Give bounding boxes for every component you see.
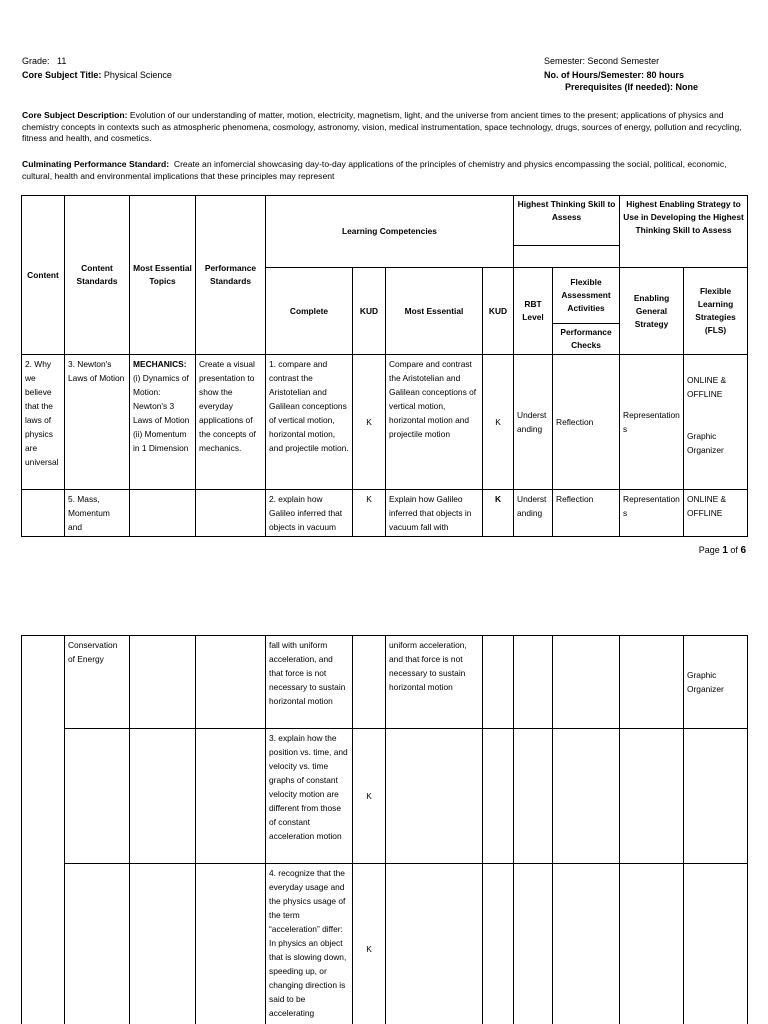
cell-most-essential: Explain how Galileo inferred that objects in vacuum fall with (386, 490, 483, 537)
header-content: Content (22, 196, 65, 355)
header-complete: Complete (266, 268, 353, 355)
cell-topics (130, 636, 196, 729)
cell-most-essential: uniform acceleration, and that force is not necessary to sustain horizontal motion (386, 636, 483, 729)
cell-fls (684, 864, 748, 1024)
header-most-essential-topics: Most Essential Topics (130, 196, 196, 355)
cell-fls: ONLINE & OFFLINE (684, 490, 748, 537)
cell-assessment (553, 864, 620, 1024)
cell-topics (130, 729, 196, 864)
subject-value: Physical Science (103, 70, 172, 80)
hours-value: 80 hours (646, 70, 685, 80)
table-row (22, 355, 748, 490)
culminating-performance-standard (22, 159, 748, 182)
cell-kud-2 (483, 864, 514, 1024)
page-gap (0, 600, 768, 635)
cell-kud-1: K (353, 864, 386, 1024)
header-rbt-level: RBT Level (514, 268, 553, 355)
cell-kud-1: K (353, 490, 386, 537)
cell-content (22, 636, 65, 1024)
cell-performance-standard (196, 490, 266, 537)
cell-topics (130, 864, 196, 1024)
cell-enabling: Representations (620, 490, 684, 537)
cell-fls (684, 729, 748, 864)
semester-value: Second Semester (587, 56, 660, 66)
cell-assessment: Reflection (553, 490, 620, 537)
cell-rbt (514, 864, 553, 1024)
cell-enabling: Representations (620, 355, 684, 490)
cell-enabling (620, 864, 684, 1024)
header-highest-enabling-strategy: Highest Enabling Strategy to Use in Developing the Highest Thinking Skill to Assess (620, 196, 748, 268)
header-content-standards: Content Standards (65, 196, 130, 355)
fls-graphic-organizer: Graphic Organizer (687, 431, 724, 455)
cell-complete: fall with uniform acceleration, and that force is not necessary to sustain horizontal motion (266, 636, 353, 729)
grade-value: 11 (57, 56, 67, 66)
header-kud-1: KUD (353, 268, 386, 355)
cell-complete: 4. recognize that the everyday usage and the physics usage of the term “acceleration” differ: In physics an object that is slowing down, speeding up, or changing direction is said to be accelerating (266, 864, 353, 1024)
cell-assessment (553, 729, 620, 864)
cell-performance-standard (196, 636, 266, 729)
cell-content-standard (65, 729, 130, 864)
cell-complete: 2. explain how Galileo inferred that objects in vacuum (266, 490, 353, 537)
cell-content-standard: Conservation of Energy (65, 636, 130, 729)
cell-kud-1: K (353, 355, 386, 490)
cell-fls: Graphic Organizer (684, 636, 748, 729)
subject-label: Core Subject Title: (22, 70, 102, 80)
prereq-value: None (675, 82, 699, 92)
cell-kud-1 (353, 636, 386, 729)
prereq-line (565, 81, 698, 93)
cell-rbt (514, 636, 553, 729)
cell-kud-1: K (353, 729, 386, 864)
topic-text: (i) Dynamics of Motion: Newton's 3 Laws of Motion (ii) Momentum in 1 Dimension (133, 373, 190, 453)
cell-fls (684, 355, 748, 490)
hours-label: No. of Hours/Semester: (544, 70, 645, 80)
semester-label: Semester: (544, 56, 586, 66)
header-flexible-assessment: Flexible Assessment Activities (553, 268, 620, 324)
cell-kud-2: K (483, 490, 514, 537)
cell-kud-2 (483, 729, 514, 864)
culminating-label: Culminating Performance Standard: (22, 159, 170, 169)
table-row (22, 864, 748, 1024)
cell-rbt (514, 729, 553, 864)
cell-topics (130, 355, 196, 490)
cell-kud-2 (483, 636, 514, 729)
fls-online-offline: ONLINE & OFFLINE (687, 375, 727, 399)
cell-content (22, 490, 65, 537)
cell-most-essential: Compare and contrast the Aristotelian and Galilean conceptions of vertical motion, horizontal motion and projectile motion (386, 355, 483, 490)
cell-content-standard: 3. Newton's Laws of Motion (65, 355, 130, 490)
table-row (22, 729, 748, 864)
cell-assessment (553, 636, 620, 729)
cell-kud-2: K (483, 355, 514, 490)
header-performance-standards: Performance Standards (196, 196, 266, 355)
cell-performance-standard (196, 729, 266, 864)
culminating-text: Create an infomercial showcasing day-to-day applications of the principles of chemistry and physics encompassing the social, political, economic, cultural, health and environmental implications that these principles may represent (22, 159, 727, 181)
topic-title: MECHANICS: (133, 359, 187, 369)
cell-complete: 1. compare and contrast the Aristotelian and Galilean conceptions of vertical motion, horizontal motion, and projectile motion. (266, 355, 353, 490)
header-blank-cell (514, 246, 620, 268)
header-most-essential: Most Essential (386, 268, 483, 355)
table-row (22, 636, 748, 729)
cell-performance-standard (196, 864, 266, 1024)
prereq-label: Prerequisites (If needed): (565, 82, 674, 92)
cell-performance-standard: Create a visual presentation to show the everyday applications of the concepts of mechanics. (196, 355, 266, 490)
table-row (22, 490, 748, 537)
header-kud-2: KUD (483, 268, 514, 355)
cell-content-standard: 5. Mass, Momentum and (65, 490, 130, 537)
cell-enabling (620, 636, 684, 729)
header-enabling-general-strategy: Enabling General Strategy (620, 268, 684, 355)
cell-most-essential (386, 729, 483, 864)
cell-complete: 3. explain how the position vs. time, and velocity vs. time graphs of constant velocity motion are different from those of constant acceleration motion (266, 729, 353, 864)
subject-line (22, 69, 172, 81)
document-page-2 (0, 635, 768, 1024)
cell-content-standard (65, 864, 130, 1024)
hours-line (544, 69, 684, 81)
cell-content: 2. Why we believe that the laws of physics are universal (22, 355, 65, 490)
header-learning-competencies: Learning Competencies (266, 196, 514, 268)
description-text: Evolution of our understanding of matter, motion, electricity, magnetism, light, and the universe from ancient times to the present; applications of physics and chemistry concepts in contexts such as atmospheric phenomena, cosmology, astronomy, vision, medical instrumentation, space technology, drugs, sources of energy, pollution and recycling, fitness and health, and cosmetics. (22, 110, 742, 143)
header-flexible-learning-strategies: Flexible Learning Strategies (FLS) (684, 268, 748, 355)
cell-rbt: Understanding (514, 490, 553, 537)
cell-enabling (620, 729, 684, 864)
curriculum-table-continued (21, 635, 748, 1024)
semester-line (544, 55, 659, 67)
header-highest-thinking-skill: Highest Thinking Skill to Assess (514, 196, 620, 246)
grade-label: Grade: (22, 56, 50, 66)
cell-rbt: Understanding (514, 355, 553, 490)
cell-most-essential (386, 864, 483, 1024)
header-performance-checks: Performance Checks (553, 324, 620, 355)
cell-topics (130, 490, 196, 537)
description-label: Core Subject Description: (22, 110, 128, 120)
curriculum-table (21, 195, 748, 537)
cell-assessment: Reflection (553, 355, 620, 490)
core-subject-description (22, 110, 748, 145)
grade-line (22, 55, 66, 67)
page-number: Page 1 of 6 (698, 545, 746, 556)
